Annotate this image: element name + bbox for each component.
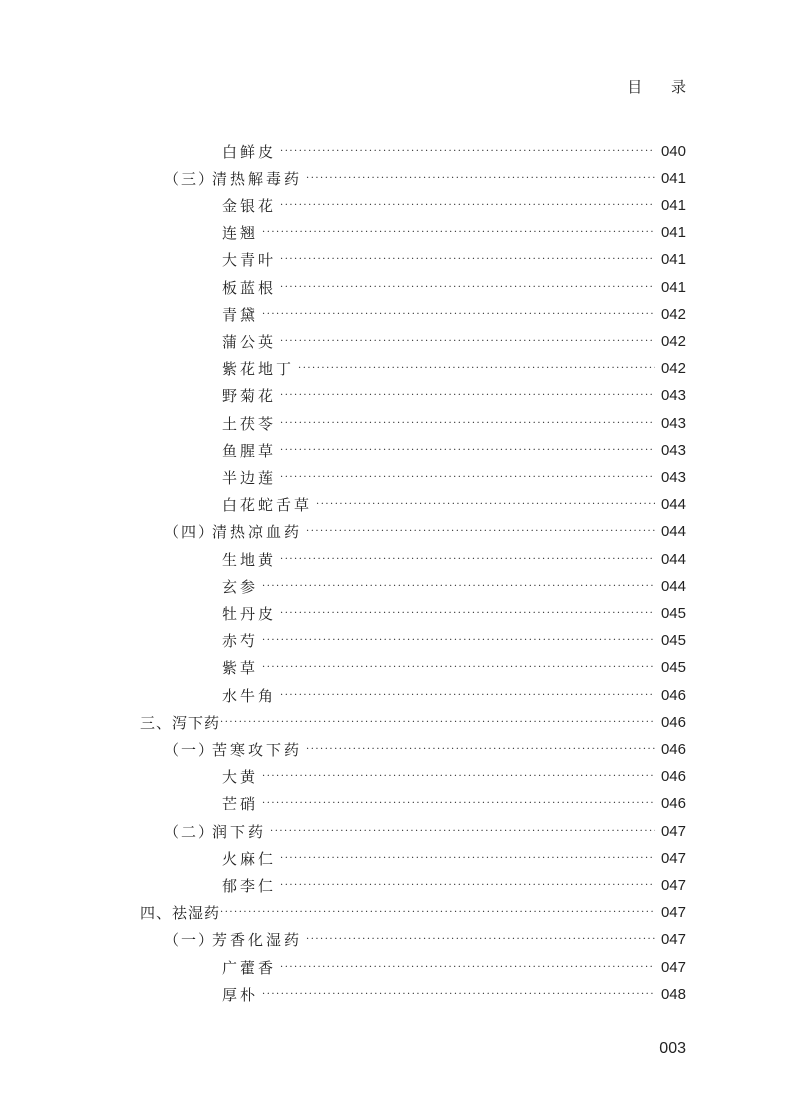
toc-entry-title: 玄参 [222,577,259,596]
toc-entry-page: 043 [660,414,686,432]
dot-leader [270,826,655,837]
toc-entry[interactable] [222,384,686,408]
toc-entry-page: 041 [660,278,686,296]
toc-entry-title: 大黄 [222,768,259,787]
toc-entry-title: 润下药 [212,822,267,841]
toc-entry-page: 041 [660,169,686,187]
toc-entry-page: 045 [660,659,686,677]
dot-leader [280,962,655,973]
dot-leader [262,771,655,782]
toc-entry-page: 043 [660,468,686,486]
toc-entry[interactable] [222,438,686,462]
toc-entry-page: 047 [660,876,686,894]
toc-entry-title: 紫草 [222,659,259,678]
toc-entry[interactable] [164,520,686,544]
toc-entry-page: 046 [660,740,686,758]
toc-entry-title: 芳香化湿药 [212,931,303,950]
dot-leader [280,390,655,401]
toc-entry-page: 041 [660,196,686,214]
toc-entry-page: 047 [660,931,686,949]
toc-entry-page: 044 [660,577,686,595]
toc-entry-page: 046 [660,795,686,813]
toc-entry-page: 047 [660,958,686,976]
toc-entry-title: 鱼腥草 [222,441,277,460]
toc-entry-title: 清热凉血药 [212,523,303,542]
dot-leader [280,418,655,429]
toc-entry-page: 043 [660,441,686,459]
dot-leader [262,662,655,673]
dot-leader [262,309,655,320]
toc-entry[interactable] [222,982,686,1006]
toc-entry-title: 紫花地丁 [222,360,295,379]
toc-entry-title: 苦寒攻下药 [212,740,303,759]
toc-entry-title: 连翘 [222,224,259,243]
toc-entry-title: 火麻仁 [222,849,277,868]
dot-leader [316,499,655,510]
toc-entry-prefix: （四） [164,523,216,542]
toc-entry-page: 046 [660,686,686,704]
toc-entry[interactable] [222,411,686,435]
toc-entry[interactable] [222,601,686,625]
toc-entry-prefix: （二） [164,822,216,841]
toc-entry-page: 046 [660,768,686,786]
dot-leader [280,200,655,211]
toc-entry[interactable] [140,710,686,734]
toc-entry-page: 040 [660,142,686,160]
dot-leader [280,690,655,701]
dot-leader [262,989,655,1000]
dot-leader [298,363,655,374]
toc-entry[interactable] [222,765,686,789]
toc-entry[interactable] [222,792,686,816]
toc-entry[interactable] [222,248,686,272]
dot-leader [280,472,655,483]
dot-leader [262,798,655,809]
toc-entry[interactable] [222,656,686,680]
toc-entry[interactable] [222,221,686,245]
toc-entry-page: 048 [660,985,686,1003]
toc-entry-page: 041 [660,224,686,242]
toc-entry[interactable] [222,955,686,979]
toc-entry-page: 042 [660,332,686,350]
dot-leader [220,717,655,728]
toc-entry-page: 047 [660,822,686,840]
dot-leader [280,608,655,619]
toc-entry-title: 板蓝根 [222,278,277,297]
toc-entry-title: 土茯苓 [222,414,277,433]
toc-entry[interactable] [222,465,686,489]
dot-leader [280,146,655,157]
toc-entry[interactable] [222,302,686,326]
toc-entry-prefix: （一） [164,931,216,950]
dot-leader [306,526,655,537]
toc-entry[interactable] [222,275,686,299]
dot-leader [262,635,655,646]
dot-leader [306,744,655,755]
dot-leader [306,173,655,184]
toc-entry-page: 041 [660,251,686,269]
toc-entry-page: 044 [660,523,686,541]
toc-entry[interactable] [164,166,686,190]
toc-entry-page: 043 [660,387,686,405]
toc-entry[interactable] [222,846,686,870]
toc-entry-title: 蒲公英 [222,332,277,351]
toc-entry[interactable] [222,493,686,517]
toc-entry[interactable] [164,819,686,843]
toc-entry-title: 半边莲 [222,468,277,487]
toc-entry-title: 生地黄 [222,550,277,569]
dot-leader [280,336,655,347]
toc-entry[interactable] [222,629,686,653]
toc-entry-page: 042 [660,305,686,323]
toc-entry[interactable] [140,901,686,925]
toc-entry[interactable] [222,873,686,897]
toc-entry-title: 水牛角 [222,686,277,705]
toc-entry[interactable] [222,574,686,598]
dot-leader [306,934,655,945]
dot-leader [280,445,655,456]
toc-entry-page: 044 [660,496,686,514]
toc-entry-title: 广藿香 [222,958,277,977]
dot-leader [262,227,655,238]
dot-leader [262,581,655,592]
toc-entry-prefix: （三） [164,169,216,188]
toc-entry-title: 三、泻下药 [140,713,221,732]
page-number: 003 [659,1040,686,1057]
toc-entry-title: 牡丹皮 [222,604,277,623]
toc-entry-title: 四、祛湿药 [140,904,221,923]
toc-entry[interactable] [222,329,686,353]
toc-entry-title: 赤芍 [222,632,259,651]
toc-entry[interactable] [164,737,686,761]
toc-entry-title: 青黛 [222,305,259,324]
toc-entry[interactable] [222,547,686,571]
dot-leader [280,880,655,891]
toc-entry-title: 郁李仁 [222,876,277,895]
dot-leader [280,282,655,293]
toc-entry-page: 045 [660,604,686,622]
running-header: 目 录 [627,78,698,96]
toc-entry-title: 白鲜皮 [222,142,277,161]
toc-entry-title: 白花蛇舌草 [222,496,313,515]
toc-entry-title: 大青叶 [222,251,277,270]
toc-entry[interactable] [222,139,686,163]
toc-entry[interactable] [164,928,686,952]
dot-leader [280,853,655,864]
dot-leader [220,907,655,918]
toc-entry[interactable] [222,193,686,217]
toc-entry-title: 金银花 [222,196,277,215]
dot-leader [280,254,655,265]
toc-entry-page: 042 [660,360,686,378]
toc-entry-title: 芒硝 [222,795,259,814]
toc-entry-prefix: （一） [164,740,216,759]
toc-entry-page: 047 [660,904,686,922]
toc-entry-page: 047 [660,849,686,867]
toc-entry-page: 046 [660,713,686,731]
toc-entry-title: 厚朴 [222,985,259,1004]
toc-entry-title: 野菊花 [222,387,277,406]
dot-leader [280,554,655,565]
toc-entry-title: 清热解毒药 [212,169,303,188]
toc-entry[interactable] [222,357,686,381]
toc-entry-page: 044 [660,550,686,568]
toc-entry-page: 045 [660,632,686,650]
toc-entry[interactable] [222,683,686,707]
